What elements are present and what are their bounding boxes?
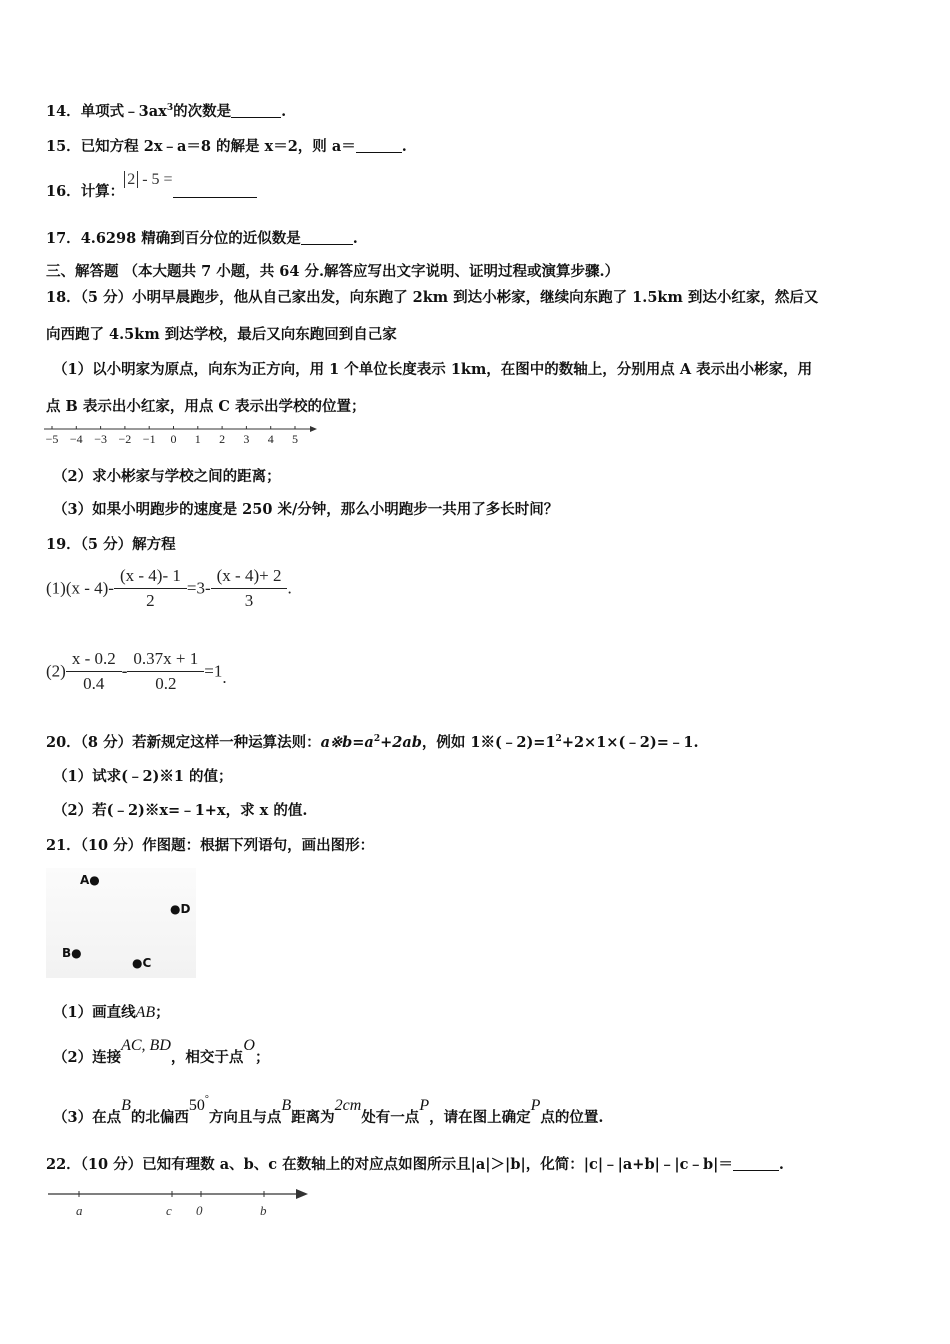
number-line-tick-label: 5 — [292, 432, 298, 446]
q21-p3-text-6: ，请在图上确定 — [429, 1109, 531, 1126]
q21-p2-text: （2）连接 — [53, 1049, 122, 1066]
q21-p3-text-7: 点的位置. — [540, 1109, 604, 1126]
q20-rule-rest: +2ab — [380, 734, 422, 751]
question-14 — [46, 102, 286, 124]
q20-example-exponent: 2 — [555, 734, 562, 744]
question-16 — [46, 171, 257, 206]
q16-label: 计算： — [80, 183, 125, 200]
q14-text: 单项式﹣3ax — [80, 103, 167, 120]
number-line-tick-label: −5 — [45, 432, 59, 446]
q21-p3-text-4: 距离为 — [291, 1109, 335, 1126]
eq2-label: (2) — [46, 661, 66, 681]
eq1-denominator-2: 3 — [211, 588, 288, 611]
q21-part-2 — [53, 1037, 270, 1074]
q16-expression — [124, 171, 172, 188]
q22-text: 22．（10 分）已知有理数 a、b、c 在数轴上的对应点如图所示且|a|＞|b|，化简：|c|﹣|a+b|﹣|c﹣b|＝ — [46, 1156, 733, 1173]
q21-p2-end: ； — [254, 1049, 270, 1066]
q22-number-line — [44, 1185, 319, 1223]
q21-p3-point-b: B — [121, 1097, 131, 1114]
eq2-denominator-1: 0.4 — [66, 671, 122, 694]
q16-abs-value: 2 — [124, 171, 138, 188]
q15-number: 15． — [46, 138, 81, 155]
point-b-label: B — [62, 946, 72, 960]
q20-example: ，例如 1※(﹣2)=1 — [421, 734, 556, 751]
number-line-tick-label: −4 — [69, 432, 83, 446]
q16-number: 16． — [46, 183, 81, 200]
q15-text: 已知方程 2x﹣a＝8 的解是 x＝2，则 a＝ — [80, 138, 356, 155]
q22-label-c: c — [166, 1203, 172, 1218]
q18-part-1a: （1）以小明家为原点，向东为正方向，用 1 个单位长度表示 1km，在图中的数轴上，分别用点 A 表示出小彬家，用 — [53, 361, 813, 378]
q21-p3-point-b-2: B — [281, 1097, 292, 1114]
q17-answer-blank[interactable] — [301, 230, 353, 245]
q20-example-rest: +2×1×(﹣2)=﹣1. — [561, 734, 699, 751]
number-line-tick-label: −3 — [94, 432, 107, 446]
q21-p2-segments: AC, BD — [121, 1037, 171, 1054]
q21-p3-text: （3）在点 — [53, 1109, 122, 1126]
q21-p3-text-3: 方向且与点 — [208, 1109, 282, 1126]
point-c-label: C — [142, 956, 152, 970]
q20-part-1: （1）试求(﹣2)※1 的值； — [53, 768, 233, 785]
q19-equation-1 — [46, 566, 292, 611]
q21-p3-angle: 50 — [188, 1097, 205, 1114]
point-d: ●D — [170, 902, 191, 916]
q21-figure — [46, 868, 196, 978]
q21-p1-line-ab: AB — [135, 1004, 156, 1021]
point-b: B● — [62, 946, 82, 960]
q22-answer-blank[interactable] — [733, 1156, 779, 1171]
question-15 — [46, 137, 407, 157]
q16-expr-rest: - 5 = — [142, 171, 173, 188]
eq2-fraction-1 — [66, 649, 122, 694]
q18-part-3: （3）如果小明跑步的速度是 250 米/分钟，那么小明跑步一共用了多长时间？ — [53, 501, 559, 518]
q21-p3-degree: ° — [204, 1094, 209, 1105]
q14-end: . — [281, 103, 287, 120]
q22-label-0: 0 — [196, 1203, 203, 1218]
q14-answer-blank[interactable] — [231, 103, 281, 118]
q18-part-2: （2）求小彬家与学校之间的距离； — [53, 468, 281, 485]
point-a: A● — [80, 873, 100, 887]
eq1-numerator-2: (x - 4)+ 2 — [216, 566, 282, 585]
q15-end: . — [401, 138, 407, 155]
q18-number-line — [40, 424, 325, 450]
q17-end: . — [352, 230, 358, 247]
eq1-fraction-2 — [211, 566, 288, 611]
number-line-tick-label: 1 — [194, 432, 201, 446]
number-line-tick-label: 4 — [267, 432, 274, 446]
q18-line-2: 向西跑了 4.5km 到达学校，最后又向东跑回到自己家 — [46, 326, 397, 343]
q17-text: 4.6298 精确到百分位的近似数是 — [80, 230, 301, 247]
eq2-numerator-1: x - 0.2 — [71, 649, 116, 668]
q19-header: 19．（5 分）解方程 — [46, 536, 176, 553]
number-line-arrow — [310, 426, 317, 432]
q22-label-b: b — [260, 1203, 267, 1218]
number-line-tick-label: 2 — [219, 432, 226, 446]
q21-p1-end: ； — [155, 1004, 170, 1021]
q19-equation-2 — [46, 649, 227, 694]
eq1-numerator-1: (x - 4)- 1 — [119, 566, 181, 585]
q14-exponent: 3 — [166, 103, 174, 113]
eq1-fraction-1 — [114, 566, 187, 611]
q22-end: . — [778, 1156, 784, 1173]
number-line-tick-label: 3 — [243, 432, 250, 446]
point-c: ●C — [132, 956, 152, 970]
q20-header — [46, 733, 699, 755]
q18-part-1b: 点 B 表示出小红家，用点 C 表示出学校的位置； — [46, 398, 366, 415]
q22-label-a: a — [76, 1203, 83, 1218]
q21-p3-text-5: 处有一点 — [361, 1109, 420, 1126]
eq2-denominator-2: 0.2 — [127, 671, 204, 694]
eq1-middle: =3- — [186, 578, 211, 598]
q14-text-2: 的次数是 — [173, 103, 232, 120]
q22-arrow — [296, 1189, 308, 1199]
q21-header: 21．（10 分）作图题：根据下列语句，画出图形： — [46, 837, 375, 854]
q15-answer-blank[interactable] — [356, 138, 402, 153]
eq1-end: . — [287, 578, 292, 598]
eq1-left: (1)(x - 4)- — [46, 578, 114, 598]
number-line-tick-label: −1 — [142, 432, 156, 446]
question-17 — [46, 229, 358, 249]
q17-number: 17． — [46, 230, 81, 247]
q14-number: 14． — [46, 103, 81, 120]
section-3-heading: 三、解答题 （本大题共 7 小题，共 64 分.解答应写出文字说明、证明过程或演算步骤.） — [46, 263, 620, 280]
eq2-rhs: =1 — [204, 661, 223, 681]
q21-p2-point-o: O — [243, 1037, 255, 1054]
q21-part-3 — [53, 1094, 604, 1134]
eq2-fraction-2 — [127, 649, 204, 694]
eq1-denominator-1: 2 — [114, 588, 187, 611]
eq2-numerator-2: 0.37x + 1 — [133, 649, 199, 668]
q18-line-1: 18．（5 分）小明早晨跑步，他从自己家出发，向东跑了 2km 到达小彬家，继续向东跑了 1.5km 到达小红家，然后又 — [46, 289, 819, 306]
point-a-label: A — [80, 873, 90, 887]
q16-answer-blank[interactable] — [173, 183, 257, 198]
q21-p1-text: （1）画直线 — [53, 1004, 136, 1021]
q21-p2-text-2: ，相交于点 — [170, 1049, 244, 1066]
q21-p3-text-2: 的北偏西 — [130, 1109, 189, 1126]
q21-p3-distance: 2cm — [334, 1097, 362, 1114]
eq2-end: . — [222, 667, 227, 687]
q21-p3-point-p: P — [419, 1097, 430, 1114]
q21-p3-point-p-2: P — [530, 1097, 541, 1114]
number-line-tick-label: 0 — [170, 432, 177, 446]
question-22 — [46, 1155, 784, 1175]
eq2-minus: - — [121, 661, 128, 681]
q20-part-2: （2）若(﹣2)※x=﹣1+x，求 x 的值. — [53, 802, 308, 819]
point-d-label: D — [180, 902, 191, 916]
q20-rule-exponent: 2 — [373, 734, 381, 744]
q20-rule: a※b=a — [320, 734, 374, 751]
q21-part-1 — [53, 1003, 170, 1023]
number-line-tick-label: −2 — [118, 432, 132, 446]
q20-header-text: 20．（8 分）若新规定这样一种运算法则： — [46, 734, 321, 751]
